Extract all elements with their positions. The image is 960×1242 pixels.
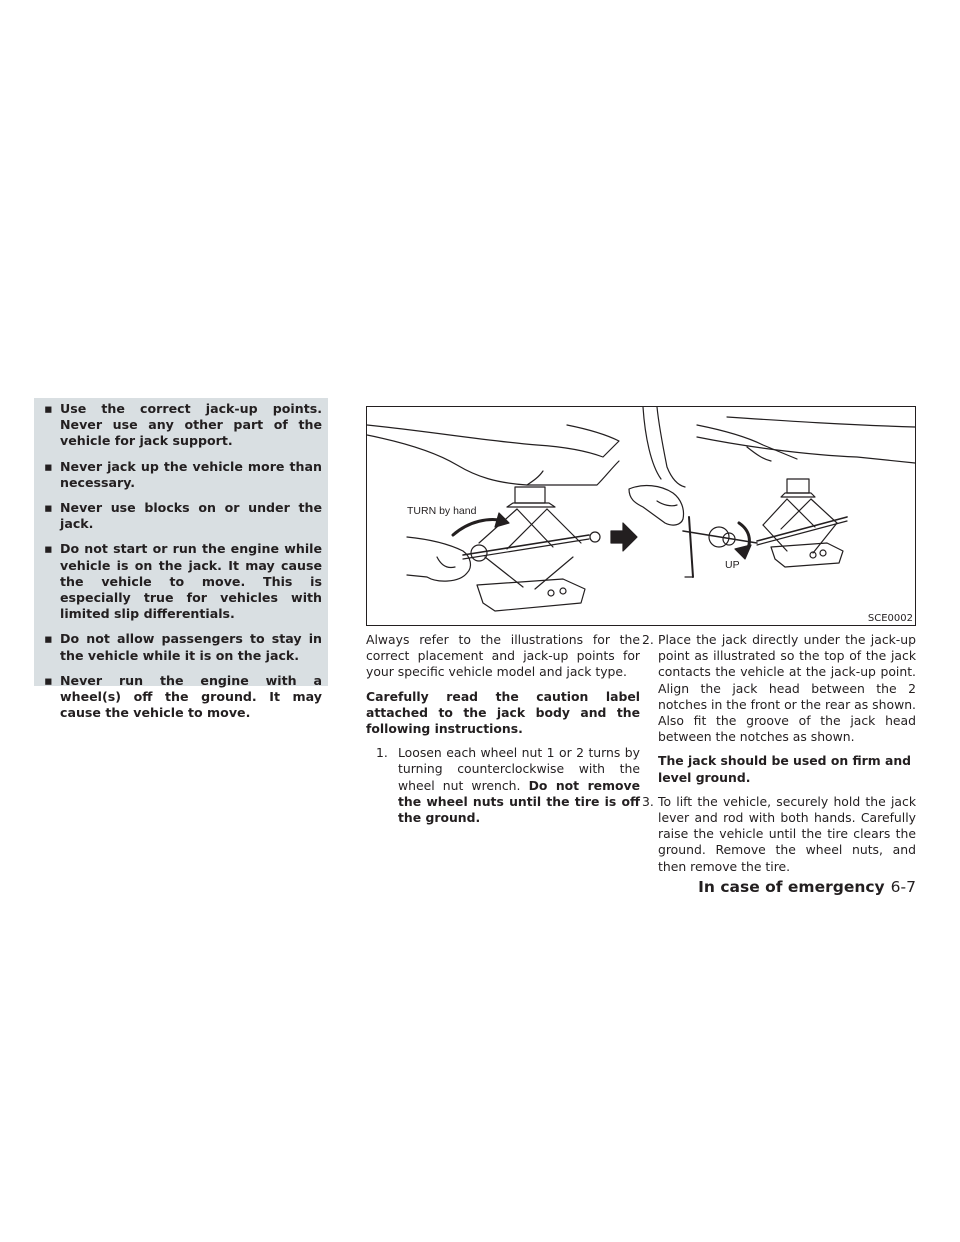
jack-illustration [366,406,916,626]
step-warning: Do not remove the wheel nuts until the tire is off the ground. [398,777,640,826]
up-label: UP [725,559,740,571]
turn-by-hand-label: TURN by hand [407,505,477,517]
step-2-note: The jack should be used on firm and level ground. [658,753,912,785]
warning-item [40,459,322,491]
step-2 [642,632,916,745]
warning-text: Use the correct jack-up points. Never use any other part of the vehicle for jack support. [60,401,322,449]
bullet: ▪ [44,541,53,557]
warning-text: Do not allow passengers to stay in the vehicle while it is on the jack. [60,631,322,663]
warning-item [40,401,322,450]
intro-paragraph: Always refer to the illustrations for the correct placement and jack-up points for your specific vehicle model and jack type. [366,632,640,680]
step-number: 3. [642,793,654,809]
page-footer [698,878,916,896]
warning-text: Never use blocks on or under the jack. [60,500,322,532]
warning-item [40,673,322,722]
step-text: Loosen each wheel nut 1 or 2 turns by turning counterclockwise with the wheel nut wrench. [398,745,640,793]
figure-code: SCE0002 [867,613,913,624]
step-number: 1. [376,745,388,761]
step-text: To lift the vehicle, securely hold the jack lever and rod with both hands. Carefully raise the vehicle until the tire clears the ground. Remove the wheel nuts, and then remove the tire. [658,793,916,874]
step-number: 2. [642,632,654,647]
warning-box [34,398,328,721]
column-right [642,632,916,883]
step-3 [642,794,916,875]
bullet: ▪ [44,458,53,474]
bullet: ▪ [44,401,53,416]
bullet: ▪ [44,631,53,647]
step-1 [366,745,640,826]
warning-text: Never run the engine with a wheel(s) off the ground. It may cause the vehicle to move. [60,672,322,721]
bullet: ▪ [44,672,53,688]
warning-item [40,500,322,532]
bullet: ▪ [44,500,53,516]
warning-item [40,631,322,663]
caution-paragraph: Carefully read the caution label attached to the jack body and the following instructions. [366,688,640,737]
section-title: In case of emergency [698,878,885,896]
step-text: Place the jack directly under the jack-up point as illustrated so the top of the jack contacts the vehicle at the jack-up point. Align the jack head between the 2 notches in the front or the rear as shown. Also fit the groove of the jack head between the notches as shown. [658,632,916,745]
warning-item [40,541,322,622]
warning-text: Do not start or run the engine while vehicle is on the jack. It may cause the vehicle to move. This is especially true for vehicles with limited slip differentials. [60,541,322,622]
page-number: 6-7 [890,878,916,896]
column-left [366,632,640,834]
warning-text: Never jack up the vehicle more than necessary. [60,458,322,490]
